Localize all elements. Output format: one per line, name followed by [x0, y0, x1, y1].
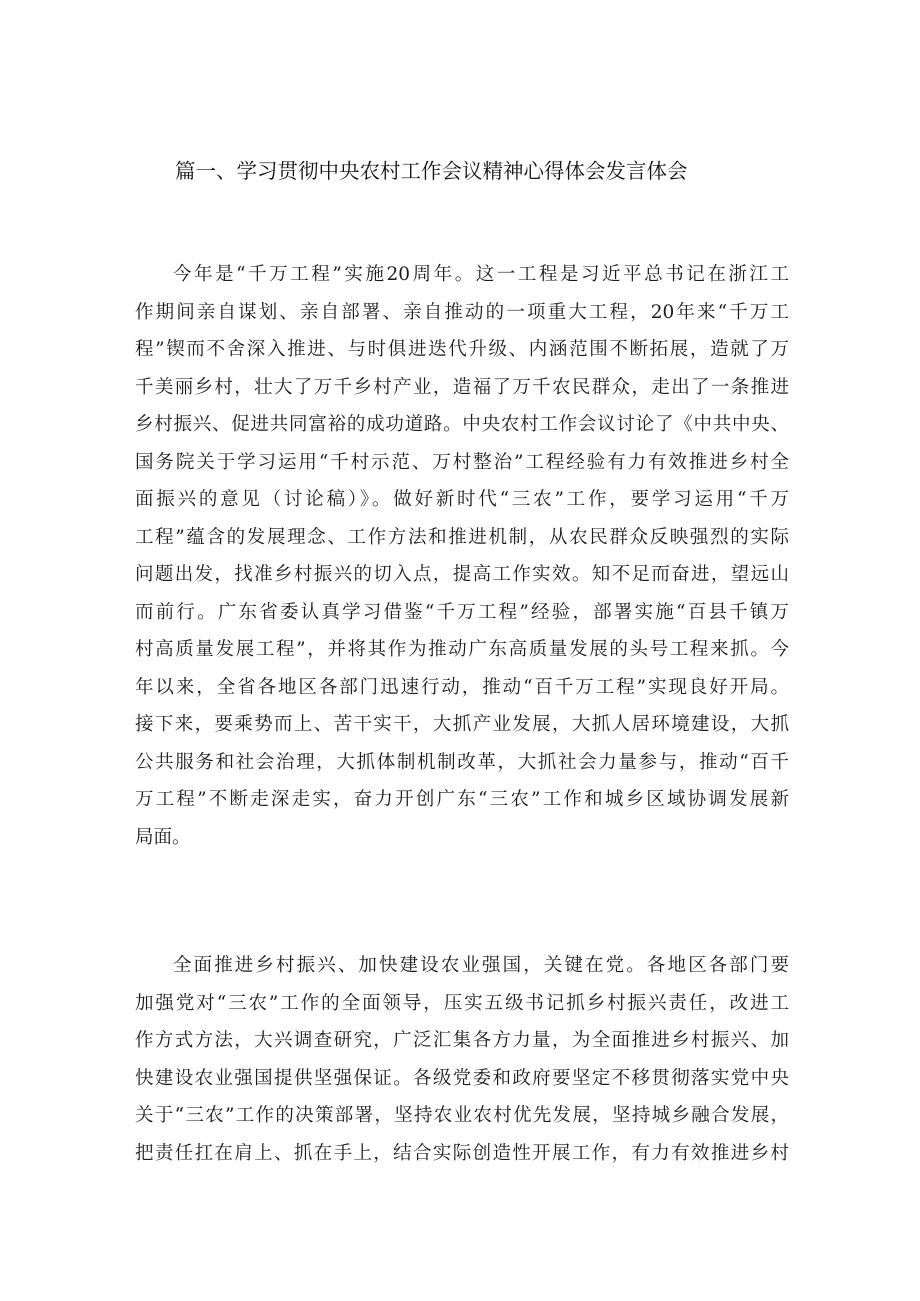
paragraph-line: 工程”蕴含的发展理念、工作方法和推进机制，从农民群众反映强烈的实际 — [135, 526, 789, 548]
paragraph-1 — [135, 256, 789, 856]
paragraph-line: 公共服务和社会治理，大抓体制机制改革，大抓社会力量参与，推动“百千 — [135, 751, 789, 773]
paragraph-line: 面振兴的意见（讨论稿）》。做好新时代“三农”工作，要学习运用“千万 — [135, 489, 789, 510]
paragraph-line: 程”锲而不舍深入推进、与时俱进迭代升级、内涵范围不断拓展，造就了万 — [135, 339, 789, 360]
paragraph-line: 局面。 — [135, 826, 191, 848]
paragraph-line: 把责任扛在肩上、抓在手上，结合实际创造性开展工作，有力有效推进乡村 — [135, 1142, 789, 1164]
paragraph-line: 问题出发，找准乡村振兴的切入点，提高工作实效。知不足而奋进，望远山 — [135, 564, 789, 585]
paragraph-line: 村高质量发展工程”，并将其作为推动广东高质量发展的头号工程来抓。今 — [135, 639, 789, 660]
paragraph-line: 万工程”不断走深走实，奋力开创广东“三农”工作和城乡区域协调发展新 — [135, 789, 789, 810]
paragraph-line: 关于“三农”工作的决策部署，坚持农业农村优先发展，坚持城乡融合发展， — [135, 1105, 789, 1126]
paragraph-line: 作方式方法，大兴调查研究，广泛汇集各方力量，为全面推进乡村振兴、加 — [135, 1030, 789, 1051]
paragraph-line: 快建设农业强国提供坚强保证。各级党委和政府要坚定不移贯彻落实党中央 — [135, 1067, 789, 1089]
document-title: 篇一、学习贯彻中央农村工作会议精神心得体会发言体会 — [175, 159, 688, 183]
paragraph-line: 国务院关于学习运用“千村示范、万村整治”工程经验有力有效推进乡村全 — [135, 451, 789, 473]
paragraph-line: 接下来，要乘势而上、苦干实干，大抓产业发展，大抓人居环境建设，大抓 — [135, 714, 789, 735]
paragraph-line: 今年是“千万工程”实施20周年。这一工程是习近平总书记在浙江工 — [173, 264, 789, 285]
paragraph-line: 千美丽乡村，壮大了万千乡村产业，造福了万千农民群众，走出了一条推进 — [135, 376, 789, 398]
paragraph-line: 全面推进乡村振兴、加快建设农业强国，关键在党。各地区各部门要 — [173, 955, 789, 976]
paragraph-2 — [135, 947, 789, 1172]
paragraph-line: 而前行。广东省委认真学习借鉴“千万工程”经验，部署实施“百县千镇万 — [135, 601, 789, 623]
paragraph-line: 作期间亲自谋划、亲自部署、亲自推动的一项重大工程，20年来“千万工 — [135, 301, 789, 323]
paragraph-line: 年以来，全省各地区各部门迅速行动，推动“百千万工程”实现良好开局。 — [135, 676, 789, 698]
paragraph-line: 乡村振兴、促进共同富裕的成功道路。中央农村工作会议讨论了《中共中央、 — [135, 414, 789, 435]
paragraph-line: 加强党对“三农”工作的全面领导，压实五级书记抓乡村振兴责任，改进工 — [135, 992, 789, 1014]
